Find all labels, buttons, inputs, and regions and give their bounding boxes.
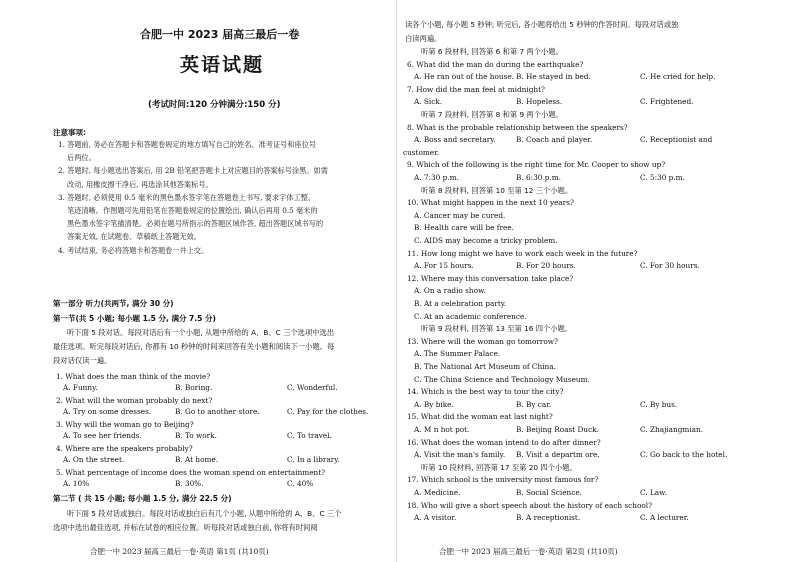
option-a: A. To see her friends. (63, 431, 142, 440)
footer-page2: 合肥一中 2023 届高三最后一卷·英语 第2页 (共10页) (439, 547, 618, 556)
option-a: A. M n hot pot. (414, 425, 470, 434)
exam-meta: (考试时间:120 分钟满分:150 分) (148, 100, 281, 110)
section1-intro-line: 听下面 5 段对话。每段对话后有一个小题, 从题中所给的 A、B、C 三个选项中选出 (67, 328, 335, 337)
question-stem: 8. What is the probable relationship between the speakers? (407, 122, 628, 132)
option-b: B. 6:30 p.m. (516, 173, 561, 182)
question-stem: 7. How did the man feel at midnight? (407, 84, 545, 94)
option-b: B. Boring. (175, 383, 213, 392)
option-a: A. By bike. (414, 399, 454, 409)
option: C. The China Science and Technology Museum. (414, 374, 590, 384)
option-c: C. By bus. (640, 399, 678, 409)
part1-heading: 第一部分 听力(共两节, 满分 30 分) (53, 299, 174, 308)
option-c: C. For 30 hours. (640, 261, 700, 271)
section1-heading: 第一节(共 5 小题; 每小题 1.5 分, 满分 7.5 分) (53, 314, 216, 323)
question-stem: 1. What does the man think of the movie? (56, 372, 211, 381)
option-c-continued: customer. (403, 147, 440, 157)
option-c: C. In a library. (287, 455, 340, 464)
option-c: C. Zhajiangmian. (640, 425, 704, 434)
option-b: B. By car. (516, 399, 552, 409)
option-a: A. 10% (63, 479, 90, 488)
option-a: A. Funny. (63, 383, 98, 392)
section2-intro-line: 白读两遍。 (405, 34, 442, 43)
option-a: A. A visitor. (414, 513, 457, 523)
question-stem: 10. What might happen in the next 10 years? (407, 198, 574, 208)
section1-intro-line: 段对话仅读一遍。 (53, 356, 112, 365)
notes-line: 黑色墨水签字笔描清楚。必须在题号所指示的答题区域作答, 超出答题区域书写的 (67, 219, 324, 229)
option-b: B. A receptionist. (516, 513, 581, 523)
question-stem: 3. Why will the woman go to Beijing? (56, 420, 194, 429)
option-b: B. For 20 hours. (516, 261, 576, 271)
option-b: B. At home. (175, 455, 219, 464)
listening-instruction: 听第 10 段材料, 回答第 17 至第 20 四个小题。 (421, 462, 577, 472)
option: C. At an academic conference. (414, 311, 527, 321)
listening-instruction: 听第 8 段材料, 回答第 10 至第 12 三个小题。 (421, 185, 573, 195)
option-a: A. He ran out of the house. (414, 72, 514, 82)
option: B. Health care will be free. (414, 223, 514, 233)
option: A. The Summer Palace. (414, 349, 501, 359)
notes-title: 注意事项: (53, 128, 86, 137)
option-c: C. Receptionist and (640, 135, 713, 145)
option: A. Cancer may be cured. (414, 210, 506, 220)
section2-intro-line: 读各个小题, 每小题 5 秒钟; 听完后, 各小题将给出 5 秒钟的作答时间。每段对话或独 (405, 20, 679, 29)
option-c: C. Go back to the hotel. (640, 450, 728, 460)
question-stem: 15. What did the woman eat last night? (407, 412, 553, 422)
option-a: A. Try on some dresses. (63, 407, 152, 416)
listening-instruction: 听第 9 段材料, 回答第 13 至第 16 四个小题。 (421, 324, 573, 334)
option-b: B. Beijing Roast Duck. (516, 425, 599, 434)
question-stem: 5. What percentage of income does the woman spend on entertainment? (56, 468, 326, 477)
option-b: B. 30%. (175, 479, 204, 488)
listening-instruction: 听第 7 段材料, 回答第 8 和第 9 两个小题。 (421, 110, 563, 119)
section1-intro-line: 最佳选项。听完每段对话后, 你都有 10 秒钟的时间来回答有关小题和阅读下一小题。每 (53, 342, 335, 351)
notes-line: 答案无效, 在试题卷、草稿纸上答题无效。 (67, 232, 201, 242)
question-stem: 4. Where are the speakers probably? (56, 444, 193, 453)
option: C. AIDS may become a tricky problem. (414, 236, 558, 245)
question-stem: 16. What does the woman intend to do after dinner? (407, 437, 601, 447)
option: B. The National Art Museum of China. (414, 362, 556, 371)
question-stem: 6. What did the man do during the earthquake? (407, 59, 584, 69)
option-b: B. To work. (175, 431, 217, 440)
option-b: B. Coach and player. (516, 135, 593, 145)
option-a: A. Visit the man's family. (414, 450, 506, 460)
notes-line: 改动, 用橡皮擦干净后, 再选涂其他答案标号。 (67, 179, 213, 189)
notes-line: 笔迹清晰。作图题可先用铅笔在答题卷规定的位置绘出, 确认后再用 0.5 毫米的 (67, 206, 318, 215)
option-c: C. 40% (287, 479, 314, 488)
option-c: C. Pay for the clothes. (287, 407, 369, 416)
option-a: A. Sick. (414, 97, 443, 107)
subject-title: 英语试题 (180, 54, 265, 76)
question-stem: 14. Which is the best way to tour the city? (407, 387, 564, 397)
section2-heading: 第二节 ( 共 15 小题; 每小题 1.5 分, 满分 22.5 分) (53, 494, 232, 503)
option-a: A. Medicine. (414, 488, 461, 497)
option-c: C. Wonderful. (287, 383, 338, 392)
question-stem: 13. Where will the woman go tomorrow? (407, 336, 558, 346)
question-stem: 2. What will the woman probably do next? (56, 396, 213, 405)
question-stem: 9. Which of the following is the right time for Mr. Cooper to show up? (407, 160, 666, 170)
option-c: C. To travel. (287, 431, 332, 440)
question-stem: 11. How long might we have to work each week in the future? (407, 248, 638, 258)
option-b: B. He stayed in bed. (516, 72, 591, 82)
option-c: C. A lecturer. (640, 513, 689, 523)
question-stem: 12. Where may this conversation take place? (407, 273, 574, 283)
option-a: A. Boss and secretary. (414, 135, 496, 145)
option-c: C. Frightened. (640, 97, 694, 107)
option-b: B. Hopeless. (516, 97, 563, 107)
footer-page1: 合肥一中 2023 届高三最后一卷·英语 第1页 (共10页) (90, 547, 269, 556)
page-2 (397, 0, 794, 562)
listening-instruction: 听第 6 段材料, 回答第 6 和第 7 两个小题。 (421, 47, 563, 56)
option-a: A. On the street. (63, 455, 125, 464)
option-b: B. Visit a departm ore. (516, 450, 600, 460)
notes-line: 3. 答题时, 必须使用 0.5 毫米的黑色墨水签字笔在答题卷上书写, 要求字体工整、 (58, 192, 316, 202)
option-a: A. For 15 hours. (414, 261, 474, 271)
option-a: A. 7:30 p.m. (414, 173, 459, 182)
exam-title: 合肥一中 2023 届高三最后一卷 (140, 28, 300, 41)
option-c: C. He cried for help. (640, 72, 716, 82)
notes-line: 2. 答题时, 每小题选出答案后, 用 2B 铅笔把答题卡上对应题目的答案标号涂黑。如需 (58, 166, 328, 176)
option-c: C. Law. (640, 488, 667, 497)
option-c: C. 5:30 p.m. (640, 173, 685, 182)
question-stem: 17. Which school is the university most famous for? (407, 475, 599, 485)
option: B. At a celebration party. (414, 299, 507, 308)
section2-intro-line: 选项中选出最佳选项, 并标在试卷的相应位置。听每段对话或独白前, 你将有时间阅 (53, 523, 318, 532)
option-b: B. Social Science. (516, 488, 582, 497)
notes-line: 后两位。 (67, 153, 96, 163)
notes-line: 1. 答题前, 务必在答题卡和答题卷规定的地方填写自己的姓名、准考证号和座位号 (58, 140, 317, 149)
option-b: B. Go to another store. (175, 407, 260, 416)
question-stem: 18. Who will give a short speech about the history of each school? (407, 500, 652, 510)
option: A. On a radio show. (414, 286, 486, 296)
section2-intro-line: 听下面 5 段对话或独白。每段对话或独白后有几个小题, 从题中所给的 A、B、C 三个 (67, 509, 342, 518)
notes-line: 4. 考试结束, 务必将答题卡和答题卷一并上交。 (58, 245, 209, 255)
